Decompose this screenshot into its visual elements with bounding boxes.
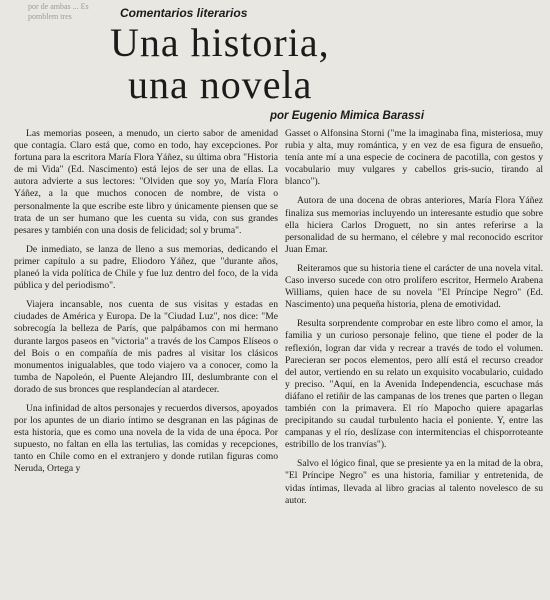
paragraph: De inmediato, se lanza de lleno a sus memorias, dedicando el primer capítulo a su padre, Eliodoro Yáñez, que "durante años, planeó la vida política de Chile y fue luz dentro del foco, de la vida pública y del periodismo".	[14, 243, 278, 292]
paragraph: Viajera incansable, nos cuenta de sus visitas y estadas en ciudades de América y Europa. De la "Ciudad Luz", nos dice: "Me sobrecogía la belleza de París, que palpábamos con mi hermano durante largos paseos en "victoria" a través de los Campos Elíseos o del Bois o en compañía de mis padres al visitar los clásicos monumentos inigualables, que todo viajero va a conocer, como la tumba de Napoleón, el Puente Alejandro III, deslumbrante con el dorado de sus bronces que resplandecían al atardecer.	[14, 299, 278, 395]
paragraph: Salvo el lógico final, que se presiente ya en la mitad de la obra, "El Príncipe Negro" es una historia, familiar y entretenida, de vidas íntimas, llevada al libro gracias al talento novelesco de su autor.	[285, 458, 543, 506]
left-column	[14, 128, 278, 483]
paragraph: Autora de una docena de obras anteriores, María Flora Yáñez finaliza sus memorias incluyendo un interesante estudio que sobre ella hiciera Carlos Droguett, no sin antes referirse a la personalidad de su hermano, el célebre y mal reconocido escritor Juan Emar.	[285, 195, 543, 255]
paragraph: Reiteramos que su historia tiene el carácter de una novela vital. Caso inverso sucede con otro prolífero escritor, Hermelo Arabena Williams, quien hace de su novela "El Príncipe Negro" (Ed. Nascimento) una pequeña historia, plena de emotividad.	[285, 262, 543, 311]
paragraph: Una infinidad de altos personajes y recuerdos diversos, apoyados por los apuntes de un diario íntimo se desgranan en las páginas de esta historia, que es como una novela de la vida de una época. Por supuesto, no faltan en ella las tertulias, las comidas y recepciones, tanto en Chile como en el extranjero y donde rutilan figuras como Neruda, Ortega y	[14, 402, 278, 475]
right-column	[285, 128, 543, 514]
title-line-1: Una historia,	[110, 20, 330, 65]
torn-header-fragment: por de ambas ... Es pomblem tres	[28, 2, 89, 21]
section-heading: Comentarios literarios	[120, 6, 248, 20]
article-title	[98, 22, 518, 106]
title-line-2: una novela	[128, 62, 313, 107]
byline: por Eugenio Mimica Barassi	[270, 110, 425, 122]
paragraph: Las memorias poseen, a menudo, un cierto sabor de amenidad que contagia. Claro está que, como en todo, hay excepciones. Por fortuna para la escritora María Flora Yáñez, su última obra "Historia de mi Vida" (Ed. Nascimento) está lejos de ser una de ellas. La autora advierte a sus lectores: "Olviden que soy yo, María Flora Yáñez, a la que muchos conocen de nombre, de vista o personalmente la que escribe este libro y únicamente piensen que se trata de un ser humano que les cuenta su vida, con sus grandes pesares y también con una dosis de felicidad; sol y bruma".	[14, 128, 278, 236]
paragraph: Resulta sorprendente comprobar en este libro como el amor, la familia y un curioso personaje felino, que tiene el poder de la reflexión, logran dar vida y recrear a través de todo el volumen. Parecieran ser pocos elementos, pero allí está el recurso creador del autor, vertiendo en su relato un exquisito vocabulario, cuidado y preciso. "Aquí, en la Avenida Independencia, escuchase más diáfano el retiñir de las campanas de los trenes que parten o llegan también con la primavera. El río Mapocho quiere apagarlas precipitando su caudal turbulento hacia el poniente. Y, entre las campanas y el río, deslízase con intermitencias el chisporroteante estribillo de los tranvías").	[285, 318, 543, 451]
paragraph: Gasset o Alfonsina Storni ("me la imaginaba fina, misteriosa, muy rubia y alta, muy romántica, y en vez de esa figura de ensueño, tenía ante mí a una especie de cocinera de pacotilla, con gestos y vocabulario muy vulgares y cabellos gris-sucio, tirando al blanco").	[285, 128, 543, 188]
